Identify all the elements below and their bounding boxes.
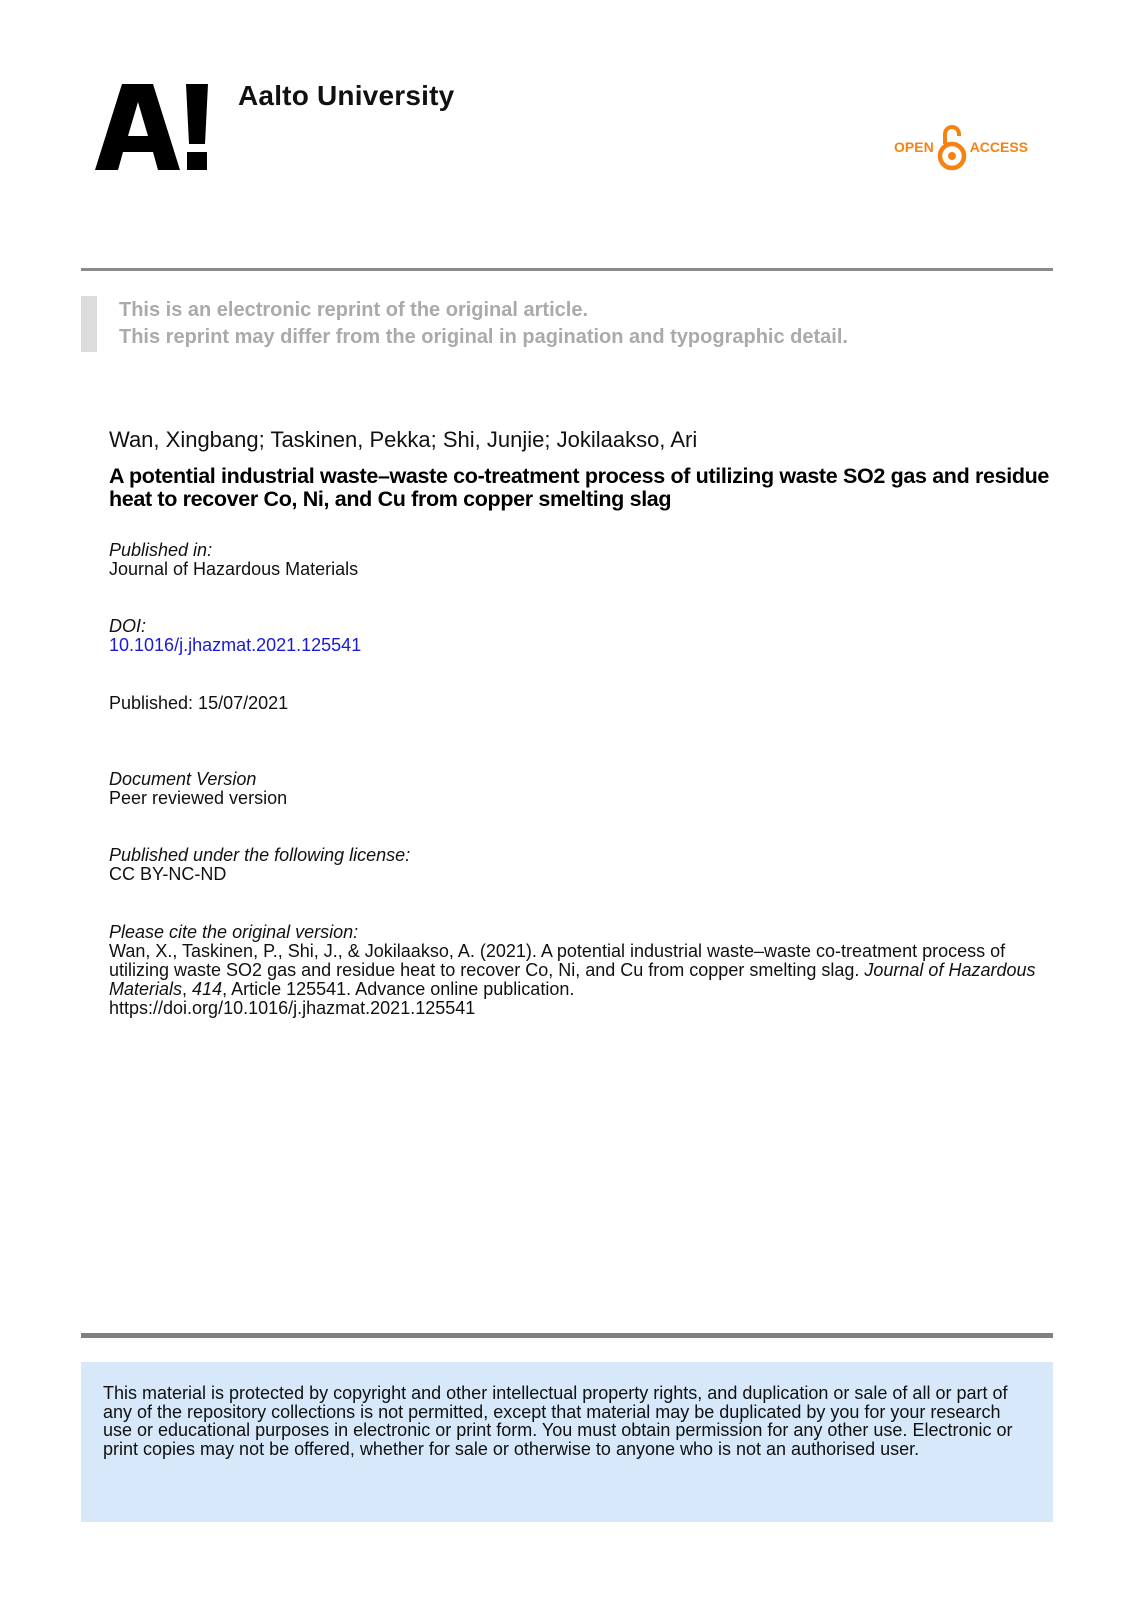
license-value: CC BY-NC-ND <box>109 864 227 884</box>
citation-section <box>109 923 1054 1018</box>
citation-label: Please cite the original version: <box>109 922 359 942</box>
university-name: Aalto University <box>238 80 455 111</box>
license-section <box>109 846 410 884</box>
citation-tail: , Article 125541. Advance online publication. <box>222 979 575 999</box>
bottom-divider <box>81 1333 1053 1338</box>
license-label: Published under the following license: <box>109 845 411 865</box>
authors: Wan, Xingbang; Taskinen, Pekka; Shi, Junjie; Jokilaakso, Ari <box>109 427 698 452</box>
copyright-text: This material is protected by copyright and other intellectual property rights, and duplication or sale of all or part of any of the repository collections is not permitted, except that material may be duplicated by you for your research use or educational purposes in electronic or print form. You must obtain permission for any other use. Electronic or print copies may not be offered, whether for sale or otherwise to anyone who is not an authorised user. <box>103 1383 1013 1459</box>
citation-journal: Journal of Hazardous Materials <box>109 960 1036 999</box>
published-in-label: Published in: <box>109 540 213 560</box>
article-title: A potential industrial waste–waste co-treatment process of utilizing waste SO2 gas and residue heat to recover Co, Ni, and Cu from copper smelting slag <box>109 464 1050 511</box>
journal-name: Journal of Hazardous Materials <box>109 559 359 579</box>
document-version-label: Document Version <box>109 769 257 789</box>
top-divider <box>81 268 1053 271</box>
notice-line-2: This reprint may differ from the original in pagination and typographic detail. <box>119 326 848 348</box>
open-access-right: ACCESS <box>969 139 1029 155</box>
doi-section <box>109 617 361 655</box>
open-lock-icon <box>937 122 967 172</box>
citation-separator: , <box>182 979 193 999</box>
published-date-section <box>109 694 288 713</box>
notice-accent-bar <box>81 296 97 352</box>
doi-label: DOI: <box>109 616 147 636</box>
citation-volume: 414 <box>192 979 223 999</box>
document-version: Peer reviewed version <box>109 788 288 808</box>
reprint-notice <box>119 297 848 351</box>
open-access-logo <box>894 122 1028 172</box>
doi-link[interactable]: 10.1016/j.jhazmat.2021.125541 <box>109 635 362 655</box>
document-version-section <box>109 770 287 808</box>
citation-text <box>109 942 1054 1018</box>
copyright-notice-box <box>81 1362 1053 1522</box>
aalto-logo <box>95 84 210 170</box>
citation-url[interactable]: https://doi.org/10.1016/j.jhazmat.2021.125541 <box>109 998 476 1018</box>
published-date: Published: 15/07/2021 <box>109 693 289 713</box>
published-in-section <box>109 541 358 579</box>
open-access-left: OPEN <box>894 139 934 155</box>
notice-line-1: This is an electronic reprint of the original article. <box>119 299 588 321</box>
citation-main: Wan, X., Taskinen, P., Shi, J., & Jokilaakso, A. (2021). A potential industrial waste–waste co-treatment process of utilizing waste SO2 gas and residue heat to recover Co, Ni, and Cu from copper smelting slag. <box>109 941 1006 980</box>
